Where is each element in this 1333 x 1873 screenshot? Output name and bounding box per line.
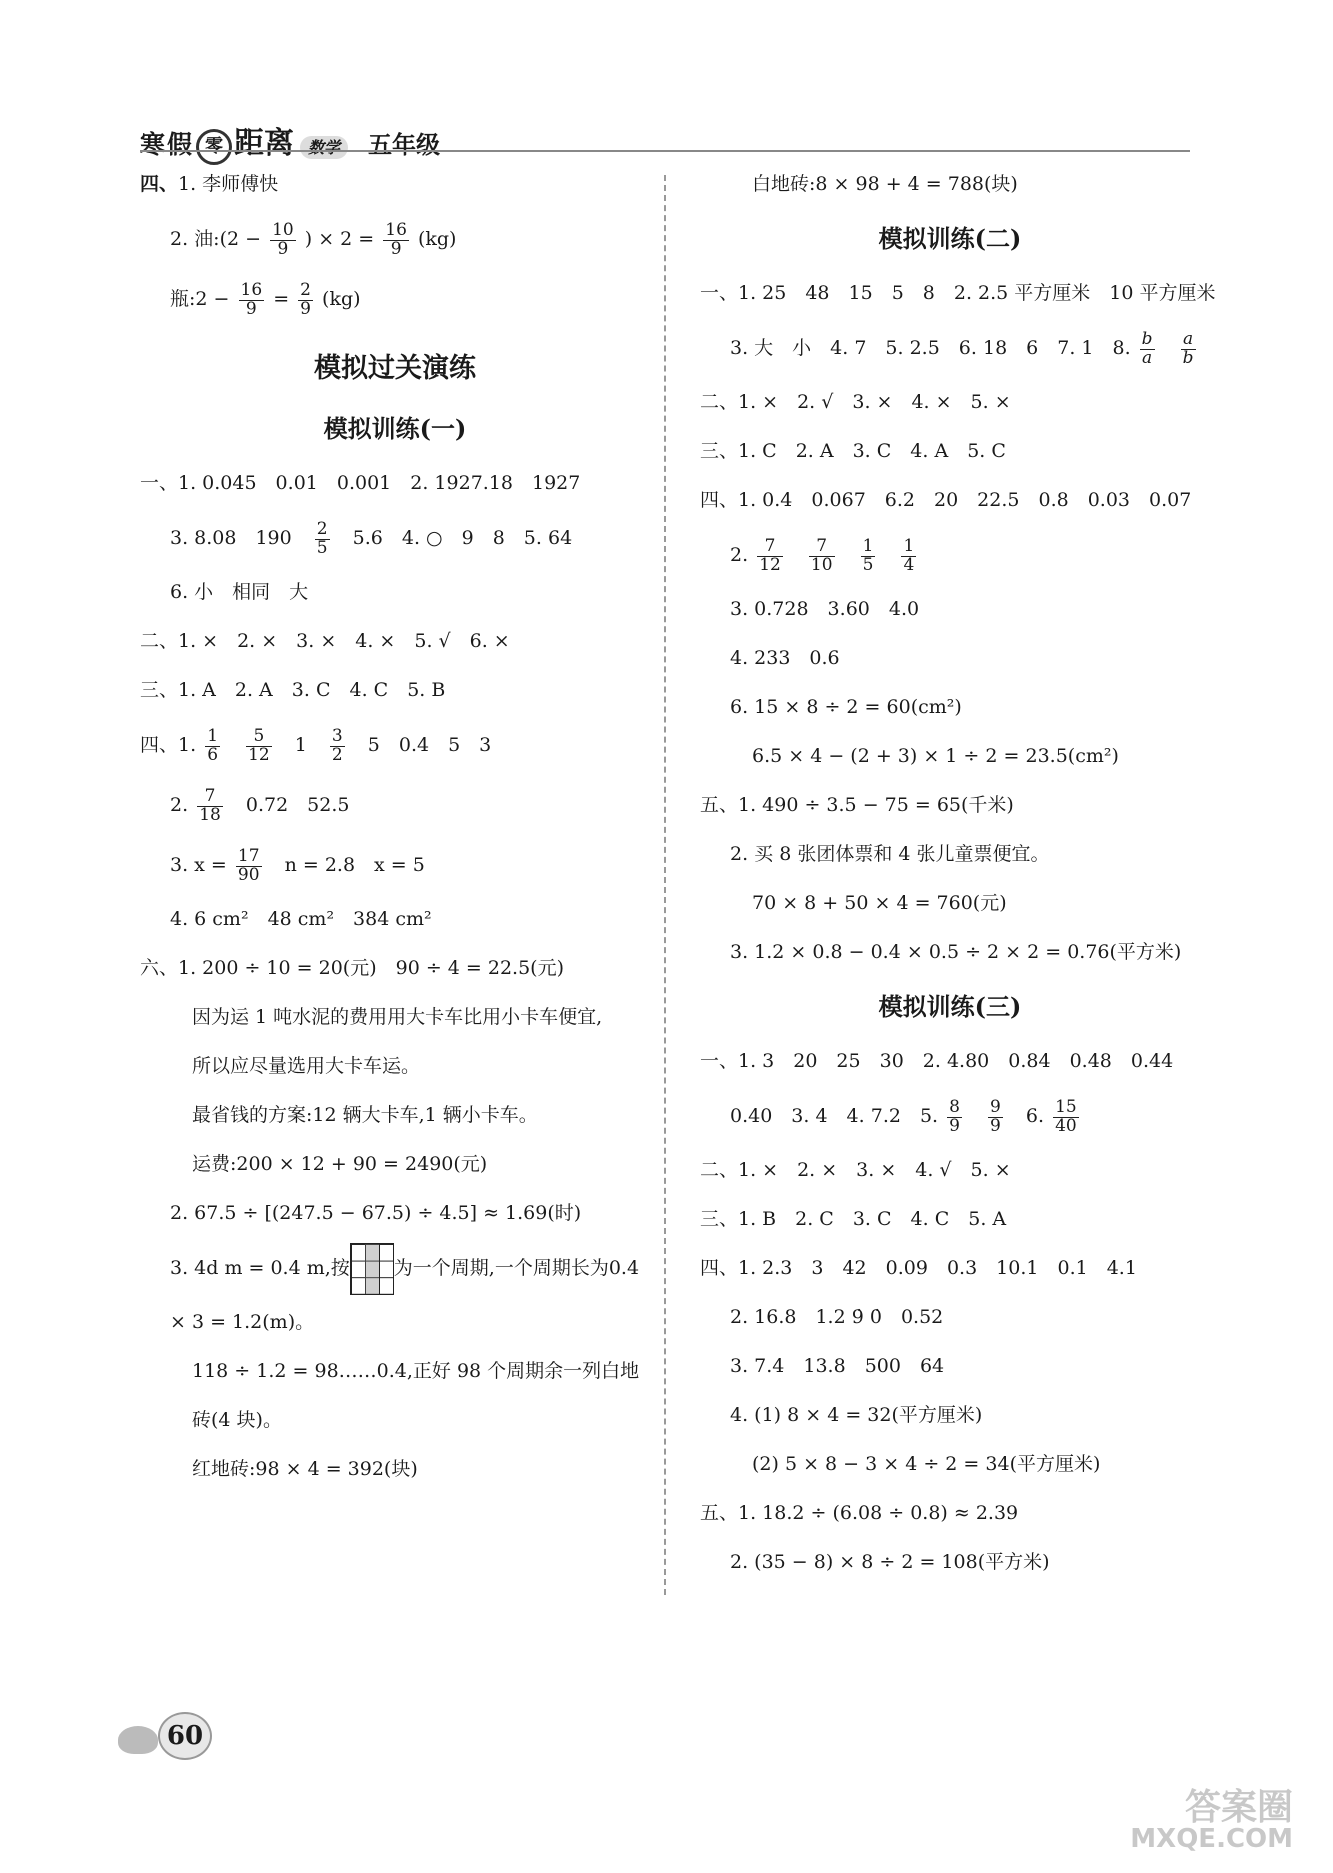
denominator: 5 [862,554,874,575]
answer-text: (kg) [417,228,457,250]
answer-line: 6. 小 相同 大 [170,581,309,603]
numerator: 7 [809,538,835,557]
fraction [988,1096,1003,1136]
series-title-a: 寒假 [140,130,195,159]
answer-text: = [273,288,290,310]
answer-text: 2. [170,794,189,816]
answer-line: 2. 买 8 张团体票和 4 张儿童票便宜。 [730,843,1050,865]
denominator: 9 [949,1115,960,1136]
denominator: 5 [316,537,328,558]
answer-text: (kg) [322,288,361,310]
bird-icon [118,1726,158,1754]
answer-text: ) × 2 = [304,228,375,250]
fraction [1181,328,1196,368]
section-title: 模拟训练(二) [878,224,1022,253]
answer-text: 2. [730,544,749,566]
denominator: 2 [331,744,343,765]
watermark-text: 答案圈 [1184,1787,1293,1828]
answer-line: 运费:200 × 12 + 90 = 2490(元) [192,1153,488,1175]
numerator: 10 [272,219,294,240]
answer-line: (2) 5 × 8 − 3 × 4 ÷ 2 = 34(平方厘米) [752,1453,1101,1475]
answer-text: 6. [1025,1105,1045,1127]
section-title: 模拟训练(三) [878,992,1022,1021]
watermark-logo [1130,1787,1293,1854]
left-column [140,160,650,1494]
answer-text: 3. x = [170,854,227,876]
answer-line: 所以应尽量选用大卡车运。 [192,1055,421,1077]
answer-line: 一、1. 0.045 0.01 0.001 2. 1927.18 1927 [140,472,581,494]
fraction [1140,328,1155,368]
answer-text: 1 [294,734,307,756]
answer-line [700,525,1200,585]
numerator: 3 [331,725,343,746]
answer-text: 5.6 4. ○ 9 8 5. 64 [352,527,573,549]
denominator: 4 [903,554,915,575]
column-divider [664,175,666,1595]
answer-line: 最省钱的方案:12 辆大卡车,1 辆小卡车。 [192,1104,538,1126]
numerator: b [1141,328,1153,349]
numerator: 5 [246,728,272,747]
denominator: 12 [759,554,781,575]
denominator: 40 [1055,1115,1077,1136]
answer-text: 3. 4d m = 0.4 m,按 [170,1257,350,1279]
page-number: 60 [158,1712,212,1760]
page-number-badge [118,1712,218,1760]
numerator: 16 [240,279,263,300]
answer-line: 一、1. 3 20 25 30 2. 4.80 0.84 0.48 0.44 [700,1050,1174,1072]
fraction [861,535,876,575]
answer-line: 二、1. × 2. × 3. × 4. √ 5. × [700,1159,1011,1181]
fraction [383,219,409,259]
answer-line: 三、1. B 2. C 3. C 4. C 5. A [700,1208,1007,1230]
answer-line [140,209,650,269]
numerator: 1 [207,725,219,746]
answer-line: 三、1. C 2. A 3. C 4. A 5. C [700,440,1006,462]
answer-line: 118 ÷ 1.2 = 98……0.4,正好 98 个周期余一列白地 [192,1360,640,1382]
denominator: 9 [245,298,257,319]
answer-text: 0.40 3. 4 4. 7.2 5. [730,1105,939,1127]
numerator: 15 [1055,1096,1077,1117]
answer-line: 2. 16.8 1.2 9̇ 0̇ 0.52 [730,1306,944,1328]
denominator: 9 [990,1115,1001,1136]
answer-line: 二、1. × 2. × 3. × 4. × 5. √ 6. × [140,630,510,652]
answer-line: 五、1. 490 ÷ 3.5 − 75 = 65(千米) [700,794,1014,816]
answer-line [140,715,650,775]
fraction [246,725,272,765]
answer-line: 4. 6 cm² 48 cm² 384 cm² [170,908,432,930]
grade-label: 五年级 [368,130,441,159]
answer-line: 红地砖:98 × 4 = 392(块) [192,1458,418,1480]
answer-line: 五、1. 18.2 ÷ (6.08 ÷ 0.8) ≈ 2.39 [700,1502,1019,1524]
answer-line [140,269,650,329]
denominator: 10 [810,554,833,575]
answer-line: 三、1. A 2. A 3. C 4. C 5. B [140,679,446,701]
answer-text: 3. 大 小 4. 7 5. 2.5 6. 18 6 7. 1 8. [730,337,1131,359]
denominator: 90 [237,864,260,885]
watermark-url: MXQE.COM [1130,1824,1293,1854]
series-title-b: 距离 [234,126,295,161]
answer-line: 2. 67.5 ÷ [(247.5 − 67.5) ÷ 4.5] ≈ 1.69(时) [170,1202,582,1224]
right-column [700,160,1216,1587]
answer-text: 1. 李师傅快 [178,173,279,195]
answer-line [700,1086,1200,1146]
section-title: 模拟过关演练 [314,353,476,384]
red-tile-column [365,1244,379,1294]
denominator: a [1142,347,1153,368]
answer-line: 3. 1.2 × 0.8 − 0.4 × 0.5 ÷ 2 × 2 = 0.76(平方米) [730,941,1182,963]
fraction [298,279,313,319]
answer-line [700,318,1200,378]
answer-line: 6. 15 × 8 ÷ 2 = 60(cm²) [730,696,962,718]
numerator: 2 [316,518,328,539]
answer-line: 3. 7.4 13.8 500 64 [730,1355,945,1377]
answer-line: 六、1. 200 ÷ 10 = 20(元) 90 ÷ 4 = 22.5(元) [140,957,565,979]
answer-line: 四、1. 2.3 3 42 0.09 0.3 10.1 0.1 4.1 [700,1257,1137,1279]
answer-text: 3. 8.08 190 [170,527,292,549]
numerator: 8 [949,1096,960,1117]
answer-text: 2. 油:(2 − [170,228,262,250]
answer-line [140,160,650,209]
fraction [1053,1096,1079,1136]
denominator: 12 [248,744,270,765]
numerator: a [1181,331,1196,350]
answer-line: 2. (35 − 8) × 8 ÷ 2 = 108(平方米) [730,1551,1050,1573]
header-rule [140,150,1190,152]
tile-pattern-grid [350,1243,394,1295]
answer-text: 0.72 52.5 [245,794,350,816]
fraction [197,785,223,825]
answer-line: 3. 0.728 3.60 4.0 [730,598,920,620]
denominator: 18 [199,804,221,825]
fraction [757,535,783,575]
fraction [239,279,265,319]
answer-line: 一、1. 25 48 15 5 8 2. 2.5 平方厘米 10 平方厘米 [700,282,1216,304]
answer-line [140,775,650,835]
fraction [809,535,835,575]
answer-line: 二、1. × 2. √ 3. × 4. × 5. × [700,391,1011,413]
answer-line: 因为运 1 吨水泥的费用用大卡车比用小卡车便宜, [192,1006,603,1028]
fraction [330,725,345,765]
fraction [947,1096,962,1136]
numerator: 7 [197,788,223,807]
fraction [315,518,330,558]
fraction [205,725,220,765]
numerator: 17 [237,845,260,866]
numerator: 1 [903,535,915,556]
answer-line: 四、1. 0.4 0.067 6.2 20 22.5 0.8 0.03 0.07 [700,489,1192,511]
denominator: 9 [390,238,402,259]
answer-line: 白地砖:8 × 98 + 4 = 788(块) [752,173,1018,195]
numerator: 9 [990,1096,1001,1117]
answer-line [140,835,650,895]
answer-line: 6.5 × 4 − (2 + 3) × 1 ÷ 2 = 23.5(cm²) [752,745,1119,767]
series-ring-logo: 零 [196,129,232,165]
answer-line: × 3 = 1.2(m)。 [170,1311,315,1333]
numerator: 1 [862,535,874,556]
subject-badge: 数学 [300,136,348,159]
numerator: 16 [385,219,407,240]
section-title: 模拟训练(一) [323,414,467,443]
fraction [901,535,916,575]
section-label: 四、 [140,173,179,195]
answer-line [140,1238,650,1298]
answer-line: 4. (1) 8 × 4 = 32(平方厘米) [730,1404,983,1426]
answer-text: n = 2.8 x = 5 [284,854,425,876]
answer-text: 5 0.4 5 3 [367,734,492,756]
fraction [270,219,296,259]
numerator: 2 [300,279,311,300]
denominator: 6 [207,744,219,765]
answer-line: 70 × 8 + 50 × 4 = 760(元) [752,892,1007,914]
fraction [236,845,262,885]
denominator: 9 [300,298,311,319]
answer-text: 四、1. [140,734,197,756]
answer-line [140,508,650,568]
answer-text: 瓶:2 − [170,288,230,310]
answer-line: 4. 233 0.6 [730,647,840,669]
answer-line: 砖(4 块)。 [192,1409,282,1431]
denominator: b [1182,347,1194,368]
numerator: 7 [757,538,783,557]
answer-text: 为一个周期,一个周期长为0.4 [393,1257,640,1279]
page-header [140,118,440,165]
denominator: 9 [277,238,289,259]
